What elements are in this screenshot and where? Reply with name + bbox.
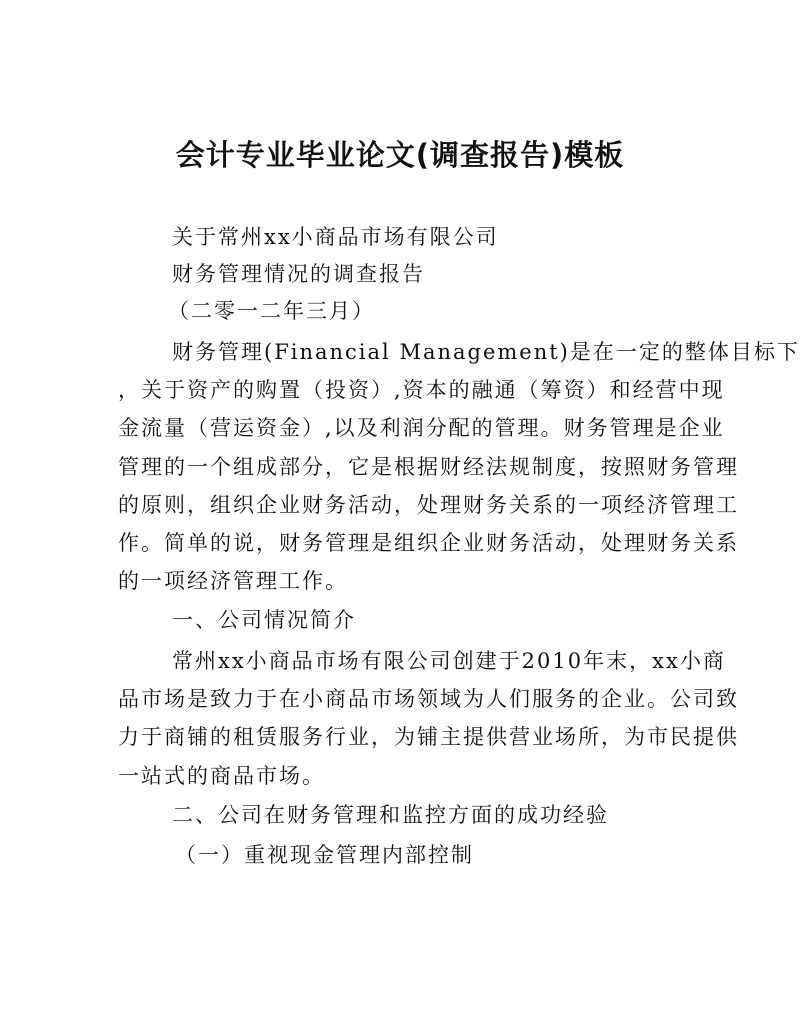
subsection-heading-1: （一）重视现金管理内部控制: [175, 843, 474, 867]
subtitle-line-2: 财务管理情况的调查报告: [172, 262, 425, 286]
document-title: 会计专业毕业论文(调查报告)模板: [175, 138, 625, 172]
paragraph-line: 的一项经济管理工作。: [118, 569, 348, 593]
paragraph-line: 一站式的商品市场。: [118, 764, 325, 788]
paragraph-line: 品市场是致力于在小商品市场领域为人们服务的企业。公司致: [118, 687, 739, 711]
subtitle-line-1: 关于常州xx小商品市场有限公司: [172, 225, 499, 249]
paragraph-line: 力于商铺的租赁服务行业，为铺主提供营业场所，为市民提供: [118, 725, 739, 749]
paragraph-line: 常州xx小商品市场有限公司创建于2010年末，xx小商: [172, 649, 726, 673]
paragraph-line: 管理的一个组成部分，它是根据财经法规制度，按照财务管理: [118, 455, 739, 479]
paragraph-line: 作。简单的说，财务管理是组织企业财务活动，处理财务关系: [118, 531, 739, 555]
paragraph-line: 的原则，组织企业财务活动，处理财务关系的一项经济管理工: [118, 493, 739, 517]
report-date: （二零一二年三月）: [168, 299, 375, 323]
paragraph-line: 财务管理(Financial Management)是在一定的整体目标下: [172, 340, 800, 364]
section-heading-2: 二、公司在财务管理和监控方面的成功经验: [172, 803, 609, 827]
paragraph-line: ，关于资产的购置（投资）,资本的融通（筹资）和经营中现: [118, 378, 725, 402]
section-heading-1: 一、公司情况简介: [172, 608, 356, 632]
paragraph-line: 金流量（营运资金）,以及利润分配的管理。财务管理是企业: [118, 416, 725, 440]
